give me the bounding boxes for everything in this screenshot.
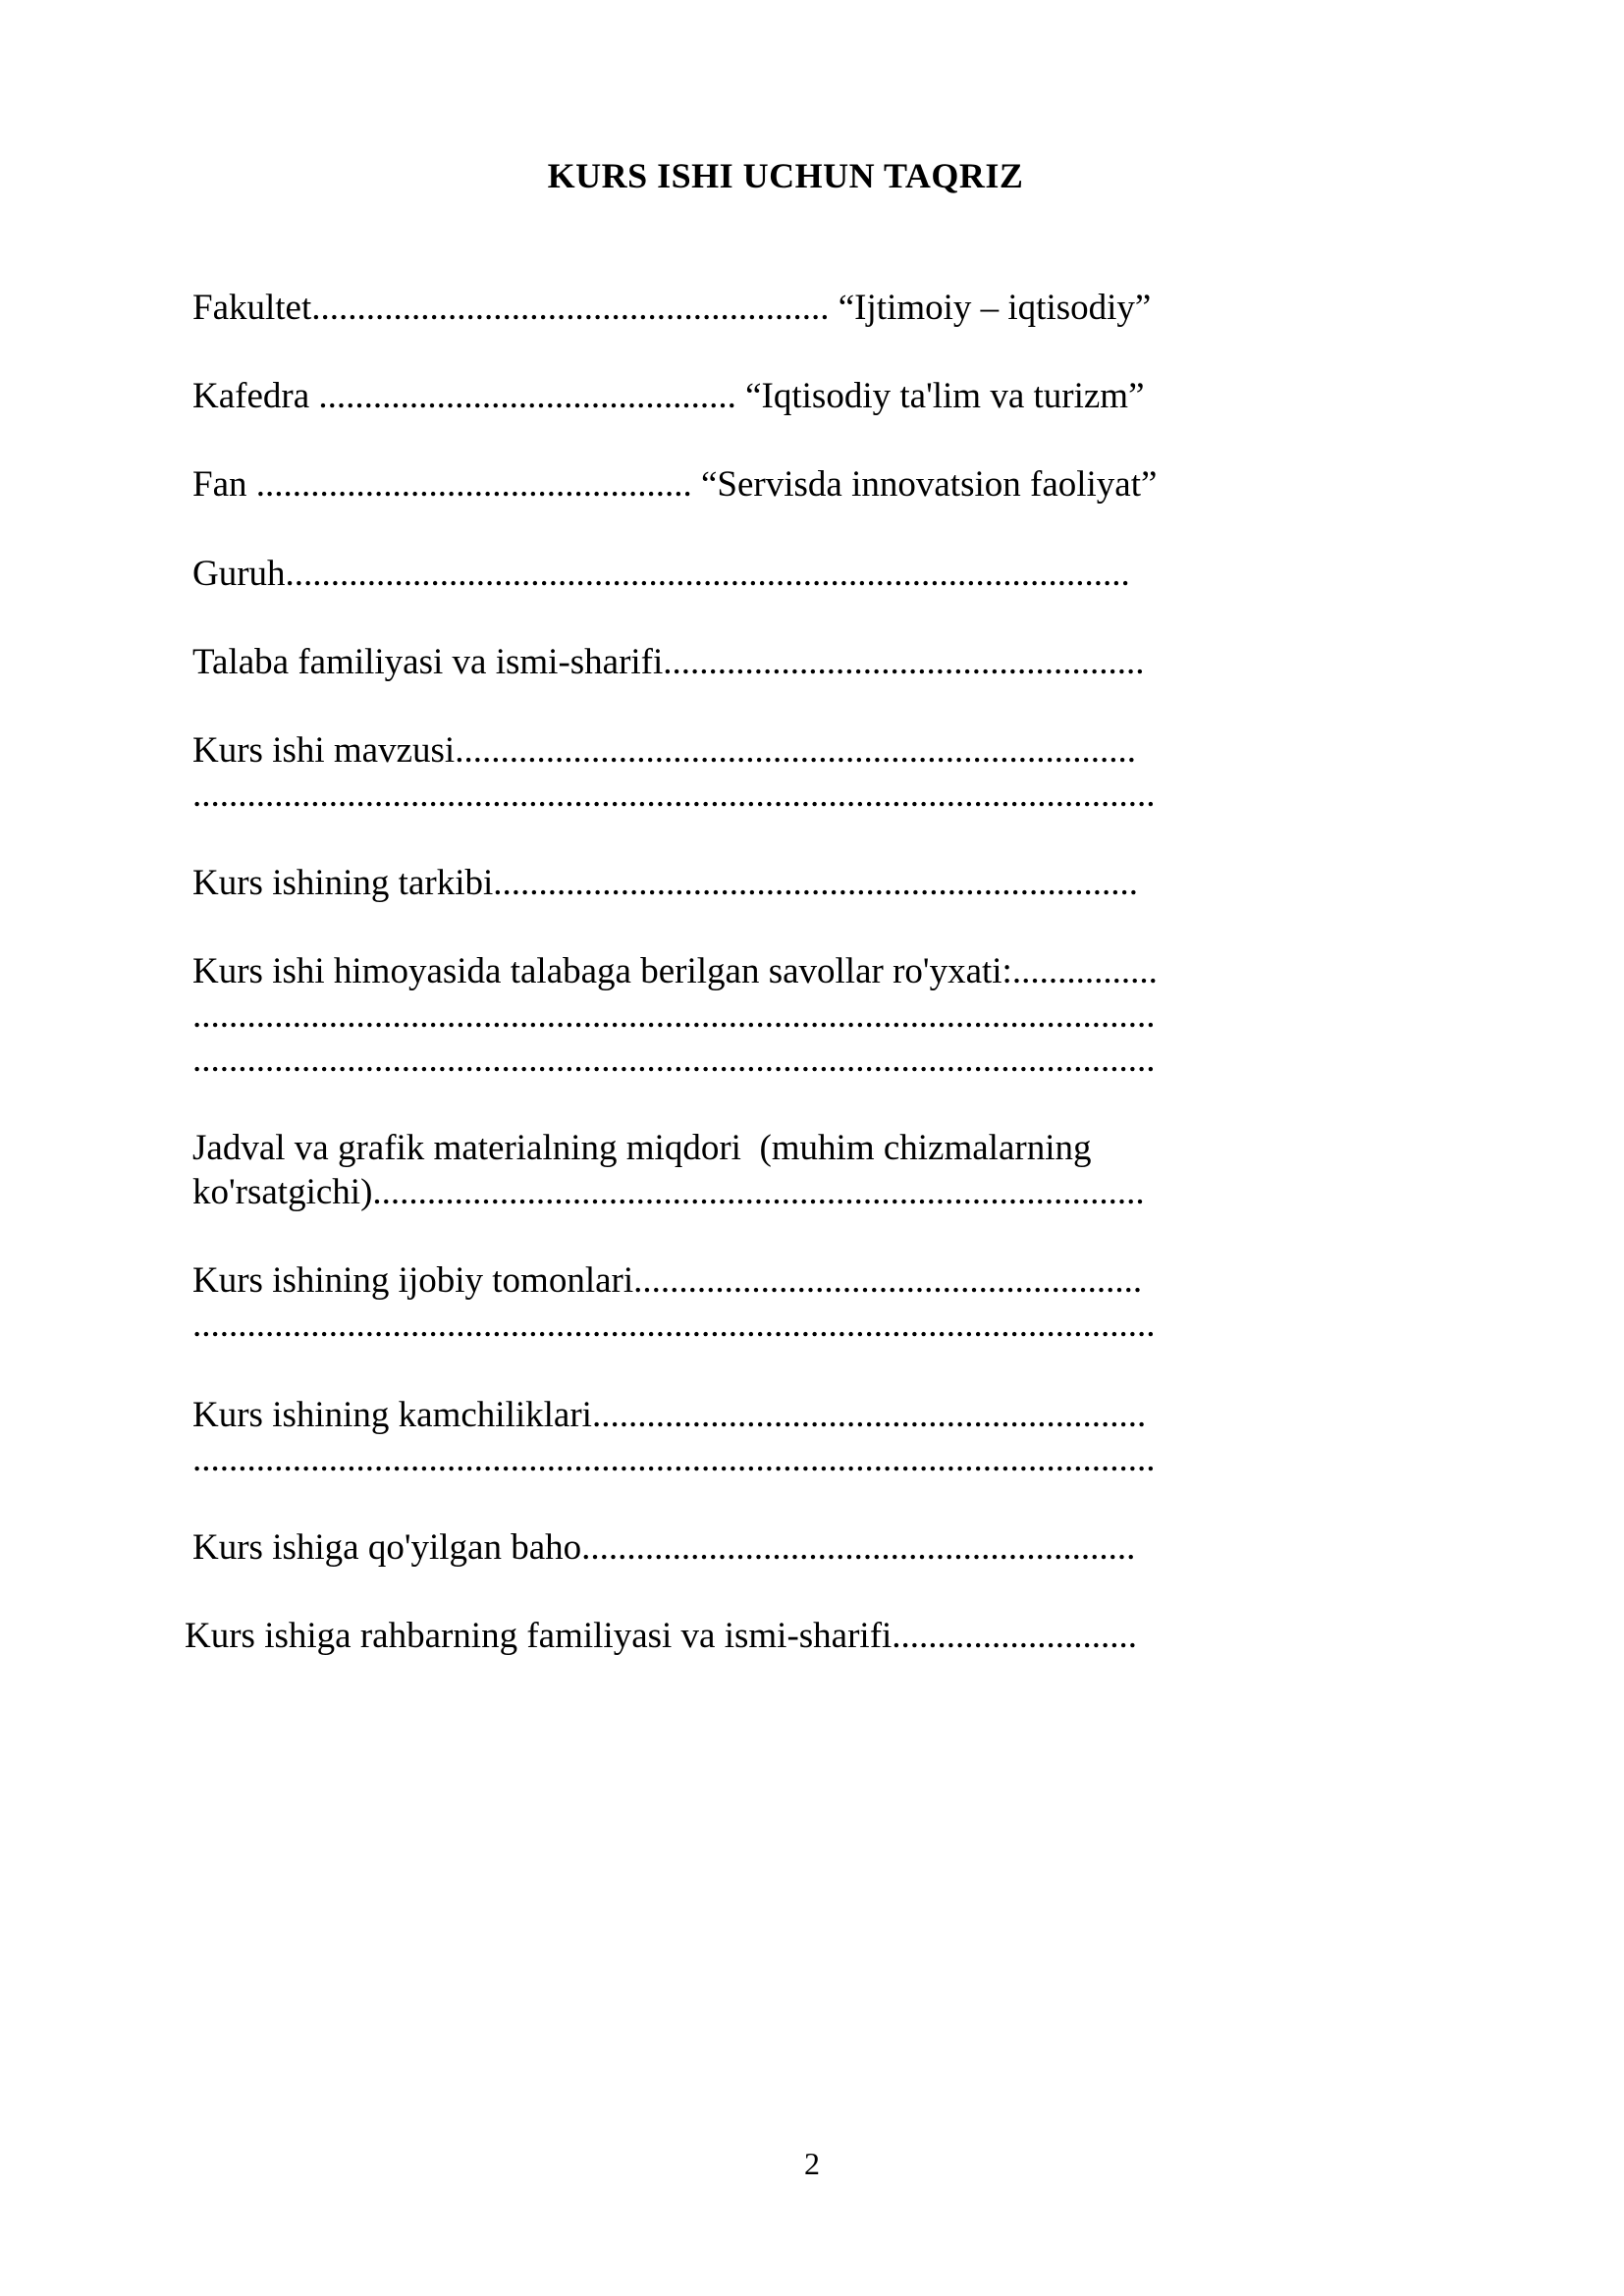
- field-mavzu-continuation: ..........................................................................................................: [192, 774, 1156, 815]
- field-fan: Fan ................................................ “Servisda innovatsion faoliyat”: [192, 464, 1158, 505]
- field-tarkib: Kurs ishining tarkibi.......................................................................: [192, 863, 1139, 903]
- field-kamchilik: Kurs ishining kamchiliklari.............................................................: [192, 1395, 1147, 1435]
- page-title: KURS ISHI UCHUN TAQRIZ: [547, 156, 1024, 195]
- field-ijobiy-continuation: ..........................................................................................................: [192, 1305, 1156, 1345]
- field-kafedra: Kafedra .............................................. “Iqtisodiy ta'lim va turizm”: [192, 376, 1145, 416]
- field-rahbar: Kurs ishiga rahbarning familiyasi va ismi-sharifi...........................: [185, 1616, 1138, 1656]
- field-jadval: Jadval va grafik materialning miqdori (muhim chizmalarning: [192, 1128, 1092, 1168]
- field-fakultet: Fakultet......................................................... “Ijtimoiy – iqtisodiy”: [192, 288, 1152, 328]
- field-baho: Kurs ishiga qo'yilgan baho.............................................................: [192, 1527, 1136, 1568]
- field-guruh: Guruh.............................................................................................: [192, 554, 1130, 594]
- field-jadval-continuation: ko'rsatgichi).....................................................................................: [192, 1172, 1145, 1212]
- field-talaba: Talaba familiyasi va ismi-sharifi.....................................................: [192, 642, 1145, 682]
- field-savollar: Kurs ishi himoyasida talabaga berilgan savollar ro'yxati:................: [192, 951, 1158, 991]
- field-savollar-continuation-1: ..........................................................................................................: [192, 995, 1156, 1036]
- field-ijobiy: Kurs ishining ijobiy tomonlari........................................................: [192, 1260, 1143, 1301]
- page-number: 2: [804, 2146, 820, 2181]
- field-kamchilik-continuation: ..........................................................................................................: [192, 1439, 1156, 1479]
- field-mavzu: Kurs ishi mavzusi...........................................................................: [192, 730, 1136, 771]
- field-savollar-continuation-2: ..........................................................................................................: [192, 1040, 1156, 1080]
